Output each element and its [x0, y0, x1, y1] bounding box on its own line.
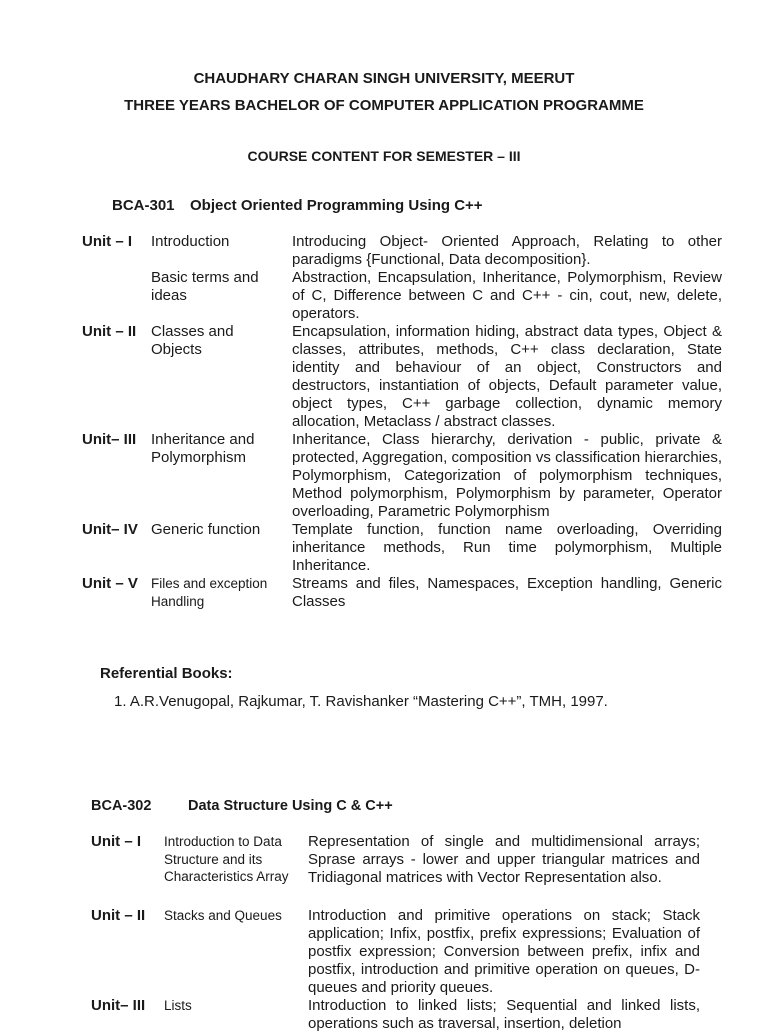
unit-topic: Lists — [164, 998, 192, 1013]
unit-content: Introduction to linked lists; Sequential and linked lists, operations such as traversal, insertion, deletion — [308, 997, 700, 1032]
semester-title: COURSE CONTENT FOR SEMESTER – III — [247, 148, 521, 164]
unit-label: Unit – I — [91, 833, 142, 850]
course-heading-bca302 — [91, 798, 393, 814]
course-title: Data Structure Using C & C++ — [188, 798, 393, 814]
unit-topic: Inheritance and Polymorphism — [151, 431, 255, 466]
unit-topic: Files and exception Handling — [151, 576, 268, 609]
unit-content: Template function, function name overloading, Overriding inheritance methods, Run time polymorphism, Multiple Inheritance. — [292, 521, 722, 574]
unit-topic: Basic terms and ideas — [151, 269, 259, 304]
unit-content: Encapsulation, information hiding, abstract data types, Object & classes, attributes, methods, C++ class declaration, State identity and behaviour of an object, Constructors and destructors, instantiation of objects, Default parameter value, object types, C++ garbage collection, dynamic memory allocation, Metaclass / abstract classes. — [292, 323, 722, 430]
unit-topic: Introduction to Data Structure and its Characteristics Array — [164, 834, 289, 884]
unit-content: Abstraction, Encapsulation, Inheritance, Polymorphism, Review of C, Difference between C and C++ - cin, cout, new, delete, operators. — [292, 269, 722, 322]
course-code: BCA-302 — [91, 798, 152, 814]
unit-content: Streams and files, Namespaces, Exception handling, Generic Classes — [292, 575, 722, 610]
unit-label: Unit– IV — [82, 521, 138, 538]
programme-title: THREE YEARS BACHELOR OF COMPUTER APPLICATION PROGRAMME — [124, 97, 644, 114]
unit-label: Unit – II — [82, 323, 137, 340]
unit-label: Unit – V — [82, 575, 138, 592]
unit-label: Unit – I — [82, 233, 133, 250]
unit-label: Unit– III — [91, 997, 146, 1014]
unit-content: Introducing Object- Oriented Approach, Relating to other paradigms {Functional, Data decomposition}. — [292, 233, 722, 268]
course-code: BCA-301 — [112, 197, 175, 214]
unit-topic: Generic function — [151, 521, 261, 538]
unit-topic: Stacks and Queues — [164, 908, 282, 923]
university-title: CHAUDHARY CHARAN SINGH UNIVERSITY, MEERUT — [193, 70, 575, 87]
unit-label: Unit – II — [91, 907, 146, 924]
unit-label: Unit– III — [82, 431, 137, 448]
course-heading-bca301 — [112, 197, 483, 214]
unit-topic: Introduction — [151, 233, 230, 250]
reference-item: 1. A.R.Venugopal, Rajkumar, T. Ravishanker “Mastering C++”, TMH, 1997. — [114, 693, 608, 710]
course-title: Object Oriented Programming Using C++ — [190, 197, 483, 214]
unit-content: Representation of single and multidimensional arrays; Sprase arrays - lower and upper triangular matrices and Tridiagonal matrices with Vector Representation also. — [308, 833, 700, 886]
unit-content: Inheritance, Class hierarchy, derivation - public, private & protected, Aggregation, composition vs classification hierarchies, Polymorphism, Categorization of polymorphism techniques, Method polymorphism, Polymorphism by parameter, Operator overloading, Parametric Polymorphism — [292, 431, 722, 520]
unit-topic: Classes and Objects — [151, 323, 234, 358]
references-heading: Referential Books: — [100, 665, 233, 682]
unit-content: Introduction and primitive operations on stack; Stack application; Infix, postfix, prefix expressions; Evaluation of postfix expression; Conversion between prefix, infix and postfix, introduction and primitive operation on queues, D- queues and priority queues. — [308, 907, 700, 996]
